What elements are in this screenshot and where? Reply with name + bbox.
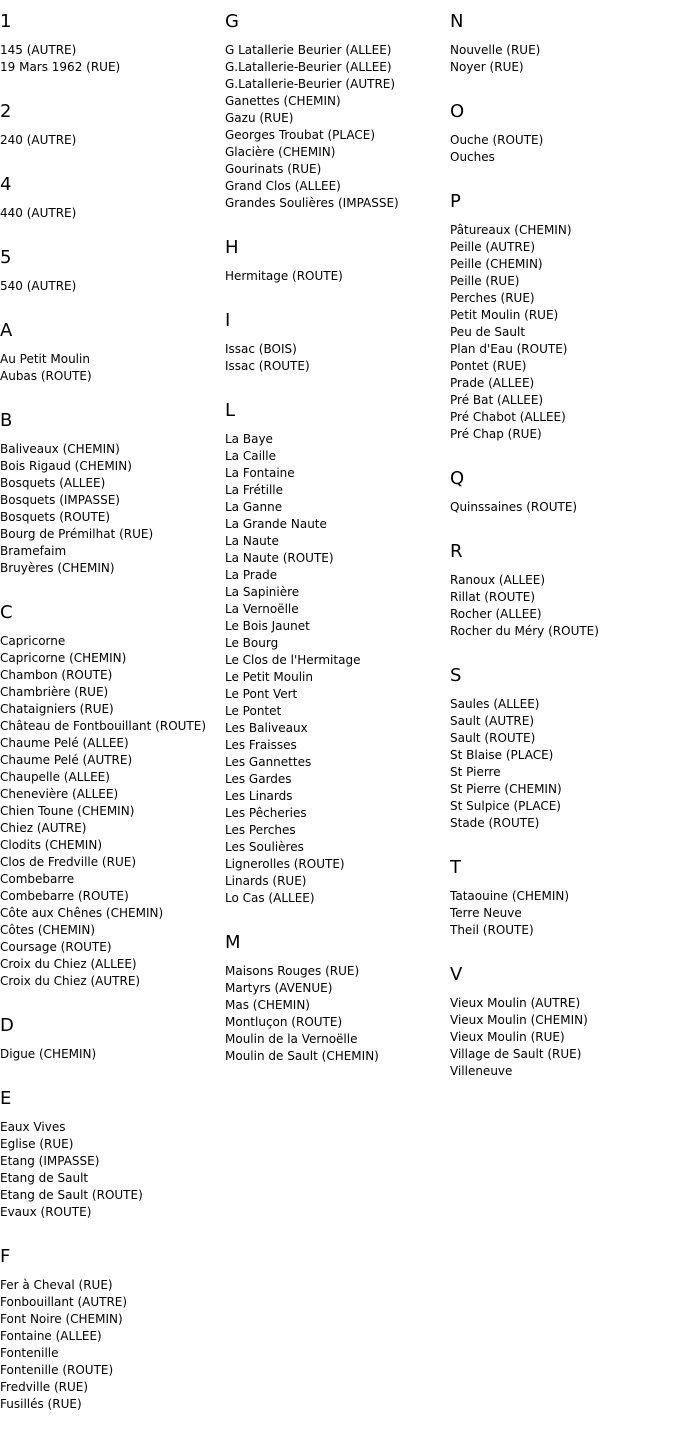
street-entry[interactable]: Chataigniers (RUE) — [0, 702, 114, 716]
street-entry[interactable]: Vieux Moulin (AUTRE) — [450, 996, 581, 1010]
street-entry[interactable]: Chaume Pelé (ALLEE) — [0, 736, 129, 750]
street-entry[interactable]: Combebarre — [0, 872, 75, 886]
section-heading: N — [450, 11, 464, 32]
street-entry[interactable]: Côte aux Chênes (CHEMIN) — [0, 906, 164, 920]
section-heading: L — [225, 400, 236, 421]
street-entry[interactable]: 540 (AUTRE) — [0, 279, 77, 293]
street-entry[interactable]: Lo Cas (ALLEE) — [225, 891, 315, 905]
street-entry[interactable]: Nouvelle (RUE) — [450, 43, 541, 57]
street-entry[interactable]: Font Noire (CHEMIN) — [0, 1312, 123, 1326]
letter-group — [225, 238, 450, 285]
street-entry[interactable]: Rocher du Méry (ROUTE) — [450, 624, 599, 638]
letter-group — [225, 933, 450, 1065]
street-entry[interactable]: Les Baliveaux — [225, 721, 308, 735]
street-entry[interactable]: Capricorne — [0, 634, 66, 648]
section-heading: T — [450, 857, 461, 878]
street-entry[interactable]: Ouche (ROUTE) — [450, 133, 544, 147]
letter-group — [225, 401, 450, 907]
street-entry[interactable]: Quinssaines (ROUTE) — [450, 500, 578, 514]
section-heading: B — [0, 410, 13, 431]
street-entry[interactable]: La Grande Naute — [225, 517, 327, 531]
letter-group — [0, 102, 225, 149]
street-entry[interactable]: Croix du Chiez (ALLEE) — [0, 957, 137, 971]
street-entry[interactable]: St Pierre — [450, 765, 501, 779]
street-entry[interactable]: Montluçon (ROUTE) — [225, 1015, 343, 1029]
street-entry[interactable]: Le Pontet — [225, 704, 282, 718]
street-entry[interactable]: Fusillés (RUE) — [0, 1397, 82, 1411]
letter-group — [225, 12, 450, 212]
section-heading: O — [450, 101, 465, 122]
street-entry[interactable]: Rillat (ROUTE) — [450, 590, 536, 604]
street-entry[interactable]: Villeneuve — [450, 1064, 513, 1078]
street-entry[interactable]: Georges Troubat (PLACE) — [225, 128, 376, 142]
street-entry[interactable]: Eaux Vives — [0, 1120, 66, 1134]
letter-group — [450, 858, 675, 939]
street-entry[interactable]: Moulin de la Vernoëlle — [225, 1032, 358, 1046]
letter-group — [450, 192, 675, 443]
street-entry[interactable]: Pontet (RUE) — [450, 359, 527, 373]
street-entry[interactable]: Peille (AUTRE) — [450, 240, 535, 254]
street-entry[interactable]: Etang (IMPASSE) — [0, 1154, 100, 1168]
street-entry[interactable]: Le Bois Jaunet — [225, 619, 310, 633]
street-entry[interactable]: Chien Toune (CHEMIN) — [0, 804, 135, 818]
street-entry[interactable]: Bosquets (ALLEE) — [0, 476, 106, 490]
street-entry[interactable]: La Baye — [225, 432, 273, 446]
street-entry[interactable]: Les Perches — [225, 823, 296, 837]
letter-group — [0, 1016, 225, 1063]
street-entry[interactable]: Maisons Rouges (RUE) — [225, 964, 360, 978]
street-entry[interactable]: La Fontaine — [225, 466, 295, 480]
section-heading: R — [450, 541, 463, 562]
street-entry[interactable]: Le Bourg — [225, 636, 279, 650]
street-entry[interactable]: St Pierre (CHEMIN) — [450, 782, 562, 796]
street-entry[interactable]: Bruyères (CHEMIN) — [0, 561, 115, 575]
index-column-2 — [225, 12, 450, 1091]
street-entry[interactable]: Saules (ALLEE) — [450, 697, 540, 711]
street-entry[interactable]: Etang de Sault — [0, 1171, 89, 1185]
street-entry[interactable]: Glacière (CHEMIN) — [225, 145, 336, 159]
letter-group — [0, 1089, 225, 1221]
street-entry[interactable]: Rocher (ALLEE) — [450, 607, 542, 621]
letter-group — [450, 469, 675, 516]
street-entry[interactable]: Aubas (ROUTE) — [0, 369, 92, 383]
street-entry[interactable]: Fredville (RUE) — [0, 1380, 89, 1394]
street-entry[interactable]: Evaux (ROUTE) — [0, 1205, 92, 1219]
street-entry[interactable]: Château de Fontbouillant (ROUTE) — [0, 719, 207, 733]
street-entry[interactable]: Sault (ROUTE) — [450, 731, 536, 745]
street-entry[interactable]: Bois Rigaud (CHEMIN) — [0, 459, 132, 473]
index-column-3 — [450, 12, 675, 1106]
street-entry[interactable]: Ouches — [450, 150, 495, 164]
street-entry[interactable]: Chaupelle (ALLEE) — [0, 770, 110, 784]
letter-group — [225, 311, 450, 375]
section-heading: S — [450, 665, 462, 686]
street-entry[interactable]: Bosquets (IMPASSE) — [0, 493, 120, 507]
letter-group — [450, 666, 675, 832]
street-entry[interactable]: Capricorne (CHEMIN) — [0, 651, 127, 665]
street-entry[interactable]: Peille (CHEMIN) — [450, 257, 543, 271]
street-entry[interactable]: La Caille — [225, 449, 276, 463]
street-entry[interactable]: Les Gardes — [225, 772, 292, 786]
street-entry[interactable]: La Vernoëlle — [225, 602, 299, 616]
street-entry[interactable]: Le Pont Vert — [225, 687, 298, 701]
street-entry[interactable]: Chenevière (ALLEE) — [0, 787, 119, 801]
street-entry[interactable]: G Latallerie Beurier (ALLEE) — [225, 43, 392, 57]
street-entry[interactable]: Grand Clos (ALLEE) — [225, 179, 341, 193]
street-entry[interactable]: Les Fraisses — [225, 738, 297, 752]
street-entry[interactable]: Les Linards — [225, 789, 293, 803]
street-entry[interactable]: Etang de Sault (ROUTE) — [0, 1188, 143, 1202]
street-entry[interactable]: Tataouine (CHEMIN) — [450, 889, 570, 903]
street-entry[interactable]: Eglise (RUE) — [0, 1137, 74, 1151]
street-entry[interactable]: Bourg de Prémilhat (RUE) — [0, 527, 154, 541]
street-entry[interactable]: Lignerolles (ROUTE) — [225, 857, 345, 871]
section-heading: P — [450, 191, 461, 212]
street-entry[interactable]: Issac (BOIS) — [225, 342, 297, 356]
street-entry[interactable]: Issac (ROUTE) — [225, 359, 310, 373]
street-entry[interactable]: Perches (RUE) — [450, 291, 535, 305]
letter-group — [450, 102, 675, 166]
street-entry[interactable]: Fontaine (ALLEE) — [0, 1329, 102, 1343]
section-heading: 1 — [0, 11, 12, 32]
street-entry[interactable]: La Prade — [225, 568, 278, 582]
street-entry[interactable]: Petit Moulin (RUE) — [450, 308, 559, 322]
street-entry[interactable]: Mas (CHEMIN) — [225, 998, 310, 1012]
street-entry[interactable]: Clos de Fredville (RUE) — [0, 855, 137, 869]
street-entry[interactable]: Vieux Moulin (CHEMIN) — [450, 1013, 588, 1027]
street-entry[interactable]: Peu de Sault — [450, 325, 526, 339]
letter-group — [0, 603, 225, 990]
street-entry[interactable]: Sault (AUTRE) — [450, 714, 535, 728]
street-entry[interactable]: Stade (ROUTE) — [450, 816, 540, 830]
street-entry[interactable]: Ranoux (ALLEE) — [450, 573, 546, 587]
street-entry[interactable]: Chambrière (RUE) — [0, 685, 109, 699]
street-entry[interactable]: Chambon (ROUTE) — [0, 668, 113, 682]
street-entry[interactable]: Fontenille (ROUTE) — [0, 1363, 114, 1377]
street-entry[interactable]: Croix du Chiez (AUTRE) — [0, 974, 141, 988]
street-entry[interactable]: La Naute (ROUTE) — [225, 551, 334, 565]
street-entry[interactable]: Clodits (CHEMIN) — [0, 838, 102, 852]
street-entry[interactable]: La Ganne — [225, 500, 283, 514]
street-entry[interactable]: 440 (AUTRE) — [0, 206, 77, 220]
street-entry[interactable]: Moulin de Sault (CHEMIN) — [225, 1049, 379, 1063]
street-entry[interactable]: St Blaise (PLACE) — [450, 748, 554, 762]
street-entry[interactable]: Pré Bat (ALLEE) — [450, 393, 544, 407]
section-heading: H — [225, 237, 239, 258]
letter-group — [0, 411, 225, 577]
street-entry[interactable]: Grandes Soulières (IMPASSE) — [225, 196, 399, 210]
street-entry[interactable]: Linards (RUE) — [225, 874, 307, 888]
street-entry[interactable]: G.Latallerie-Beurier (ALLEE) — [225, 60, 392, 74]
street-entry[interactable]: Theil (ROUTE) — [450, 923, 534, 937]
street-entry[interactable]: Martyrs (AVENUE) — [225, 981, 333, 995]
section-heading: A — [0, 320, 13, 341]
letter-group — [0, 1247, 225, 1413]
letter-group — [0, 321, 225, 385]
street-entry[interactable]: Pré Chap (RUE) — [450, 427, 542, 441]
letter-group — [450, 12, 675, 76]
street-entry[interactable]: Village de Sault (RUE) — [450, 1047, 582, 1061]
street-entry[interactable]: 145 (AUTRE) — [0, 43, 77, 57]
street-entry[interactable]: Au Petit Moulin — [0, 352, 90, 366]
street-entry[interactable]: La Frétille — [225, 483, 284, 497]
section-heading: C — [0, 602, 13, 623]
street-entry[interactable]: Le Clos de l'Hermitage — [225, 653, 361, 667]
street-entry[interactable]: Gazu (RUE) — [225, 111, 294, 125]
street-entry[interactable]: Les Gannettes — [225, 755, 312, 769]
street-entry[interactable]: Chaume Pelé (AUTRE) — [0, 753, 133, 767]
section-heading: 4 — [0, 174, 12, 195]
street-entry[interactable]: Hermitage (ROUTE) — [225, 269, 343, 283]
street-entry[interactable]: Fer à Cheval (RUE) — [0, 1278, 113, 1292]
street-entry[interactable]: Coursage (ROUTE) — [0, 940, 112, 954]
street-entry[interactable]: Côtes (CHEMIN) — [0, 923, 96, 937]
street-entry[interactable]: Baliveaux (CHEMIN) — [0, 442, 120, 456]
street-entry[interactable]: La Sapinière — [225, 585, 300, 599]
street-entry[interactable]: Fontenille — [0, 1346, 59, 1360]
street-entry[interactable]: G.Latallerie-Beurier (AUTRE) — [225, 77, 396, 91]
letter-group — [0, 248, 225, 295]
street-entry[interactable]: Terre Neuve — [450, 906, 522, 920]
street-entry[interactable]: Gourinats (RUE) — [225, 162, 322, 176]
street-entry[interactable]: Ganettes (CHEMIN) — [225, 94, 341, 108]
street-entry[interactable]: Noyer (RUE) — [450, 60, 524, 74]
street-entry[interactable]: Les Soulières — [225, 840, 304, 854]
index-column-1 — [0, 12, 225, 1439]
street-entry[interactable]: 240 (AUTRE) — [0, 133, 77, 147]
letter-group — [0, 175, 225, 222]
street-entry[interactable]: Bramefaim — [0, 544, 67, 558]
section-heading: V — [450, 964, 463, 985]
street-entry[interactable]: Peille (RUE) — [450, 274, 520, 288]
letter-group — [450, 542, 675, 640]
section-heading: D — [0, 1015, 14, 1036]
street-entry[interactable]: St Sulpice (PLACE) — [450, 799, 561, 813]
street-entry[interactable]: 19 Mars 1962 (RUE) — [0, 60, 121, 74]
section-heading: 5 — [0, 247, 12, 268]
section-heading: M — [225, 932, 241, 953]
street-entry[interactable]: Prade (ALLEE) — [450, 376, 535, 390]
section-heading: I — [225, 310, 231, 331]
street-entry[interactable]: La Naute — [225, 534, 279, 548]
section-heading: 2 — [0, 101, 12, 122]
street-entry[interactable]: Digue (CHEMIN) — [0, 1047, 97, 1061]
street-entry[interactable]: Plan d'Eau (ROUTE) — [450, 342, 568, 356]
street-entry[interactable]: Vieux Moulin (RUE) — [450, 1030, 565, 1044]
street-entry[interactable]: Les Pêcheries — [225, 806, 307, 820]
street-entry[interactable]: Le Petit Moulin — [225, 670, 313, 684]
street-entry[interactable]: Fonbouillant (AUTRE) — [0, 1295, 128, 1309]
section-heading: F — [0, 1246, 11, 1267]
letter-group — [450, 965, 675, 1080]
street-entry[interactable]: Pré Chabot (ALLEE) — [450, 410, 566, 424]
letter-group — [0, 12, 225, 76]
section-heading: Q — [450, 468, 465, 489]
section-heading: E — [0, 1088, 12, 1109]
street-entry[interactable]: Bosquets (ROUTE) — [0, 510, 111, 524]
street-entry[interactable]: Combebarre (ROUTE) — [0, 889, 129, 903]
street-entry[interactable]: Chiez (AUTRE) — [0, 821, 87, 835]
section-heading: G — [225, 11, 239, 32]
street-entry[interactable]: Pâtureaux (CHEMIN) — [450, 223, 572, 237]
